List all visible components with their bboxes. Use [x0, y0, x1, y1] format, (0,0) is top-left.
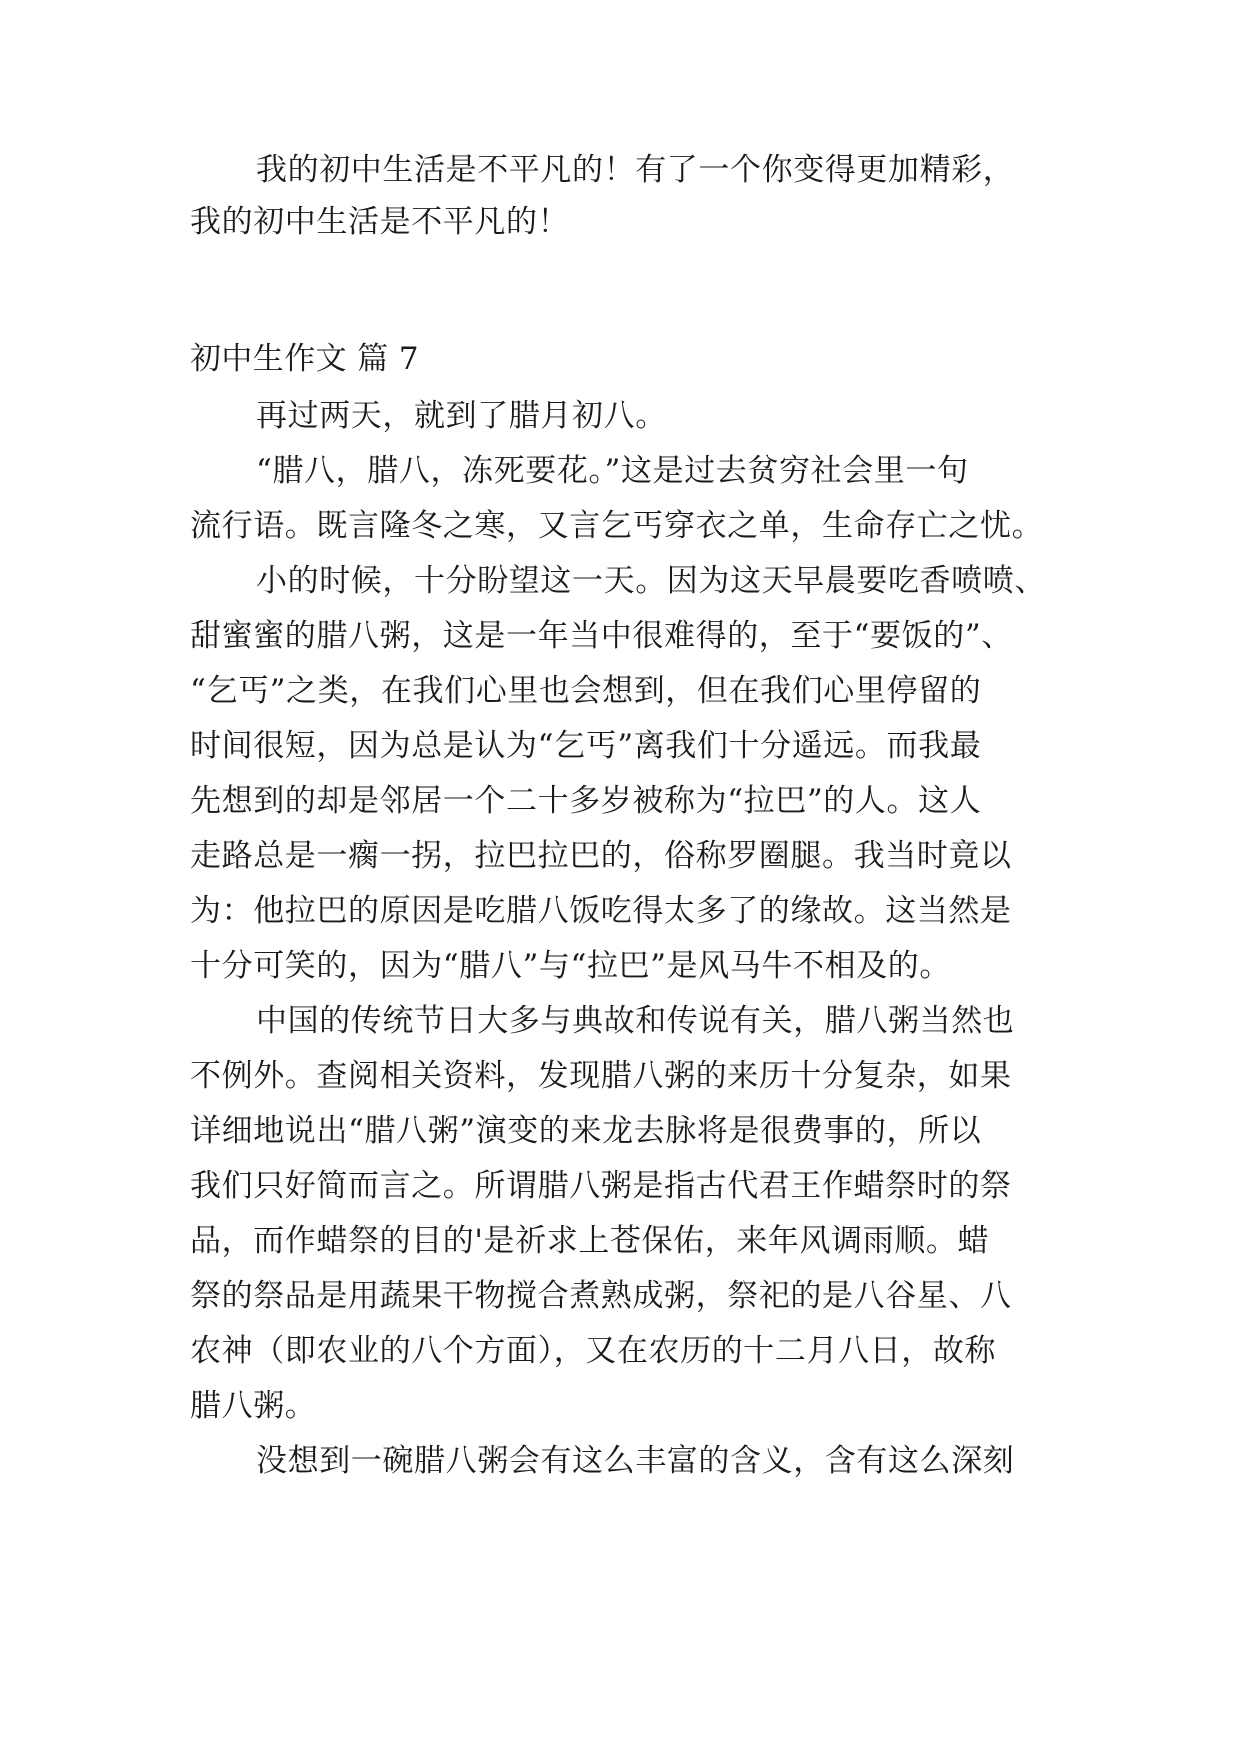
paragraph-line: 详细地说出“腊八粥”演变的来龙去脉将是很费事的，所以 — [190, 1113, 982, 1149]
paragraph-line: 甜蜜蜜的腊八粥，这是一年当中很难得的，至于“要饭的”、 — [190, 618, 1013, 654]
paragraph-line: 时间很短，因为总是认为“乞丐”离我们十分遥远。而我最 — [190, 728, 982, 764]
paragraph-line: 中国的传统节日大多与典故和传说有关，腊八粥当然也 — [256, 1003, 1015, 1039]
paragraph-line: 没想到一碗腊八粥会有这么丰富的含义，含有这么深刻 — [256, 1443, 1015, 1479]
paragraph-line: 品，而作蜡祭的目的'是祈求上苍保佑，来年风调雨顺。蜡 — [190, 1223, 990, 1259]
paragraph-line: 不例外。查阅相关资料，发现腊八粥的来历十分复杂，如果 — [190, 1058, 1012, 1094]
section-heading: 初中生作文 篇 7 — [190, 341, 420, 377]
paragraph-line: 农神（即农业的八个方面），又在农历的十二月八日，故称 — [190, 1333, 997, 1369]
paragraph-line: 我的初中生活是不平凡的！ — [190, 204, 570, 240]
paragraph-line: 腊八粥。 — [190, 1388, 317, 1424]
paragraph-line: 再过两天，就到了腊月初八。 — [256, 398, 667, 434]
paragraph-line: 祭的祭品是用蔬果干物搅合煮熟成粥，祭祀的是八谷星、八 — [190, 1278, 1012, 1314]
paragraph-line: 小的时候，十分盼望这一天。因为这天早晨要吃香喷喷、 — [256, 563, 1046, 599]
paragraph-line: 流行语。既言隆冬之寒，又言乞丐穿衣之单，生命存亡之忧。 — [190, 508, 1044, 544]
paragraph-line: “乞丐”之类，在我们心里也会想到，但在我们心里停留的 — [190, 673, 982, 709]
paragraph-line: “腊八，腊八，冻死要花。”这是过去贫穷社会里一句 — [256, 453, 969, 489]
paragraph-line: 为：他拉巴的原因是吃腊八饭吃得太多了的缘故。这当然是 — [190, 893, 1012, 929]
paragraph-line: 先想到的却是邻居一个二十多岁被称为“拉巴”的人。这人 — [190, 783, 982, 819]
paragraph-line: 走路总是一瘸一拐，拉巴拉巴的，俗称罗圈腿。我当时竟以 — [190, 838, 1012, 874]
paragraph-line: 我们只好简而言之。所谓腊八粥是指古代君王作蜡祭时的祭 — [190, 1168, 1012, 1204]
paragraph-line: 十分可笑的，因为“腊八”与“拉巴”是风马牛不相及的。 — [190, 948, 951, 984]
paragraph-line: 我的初中生活是不平凡的！有了一个你变得更加精彩， — [256, 152, 1015, 188]
